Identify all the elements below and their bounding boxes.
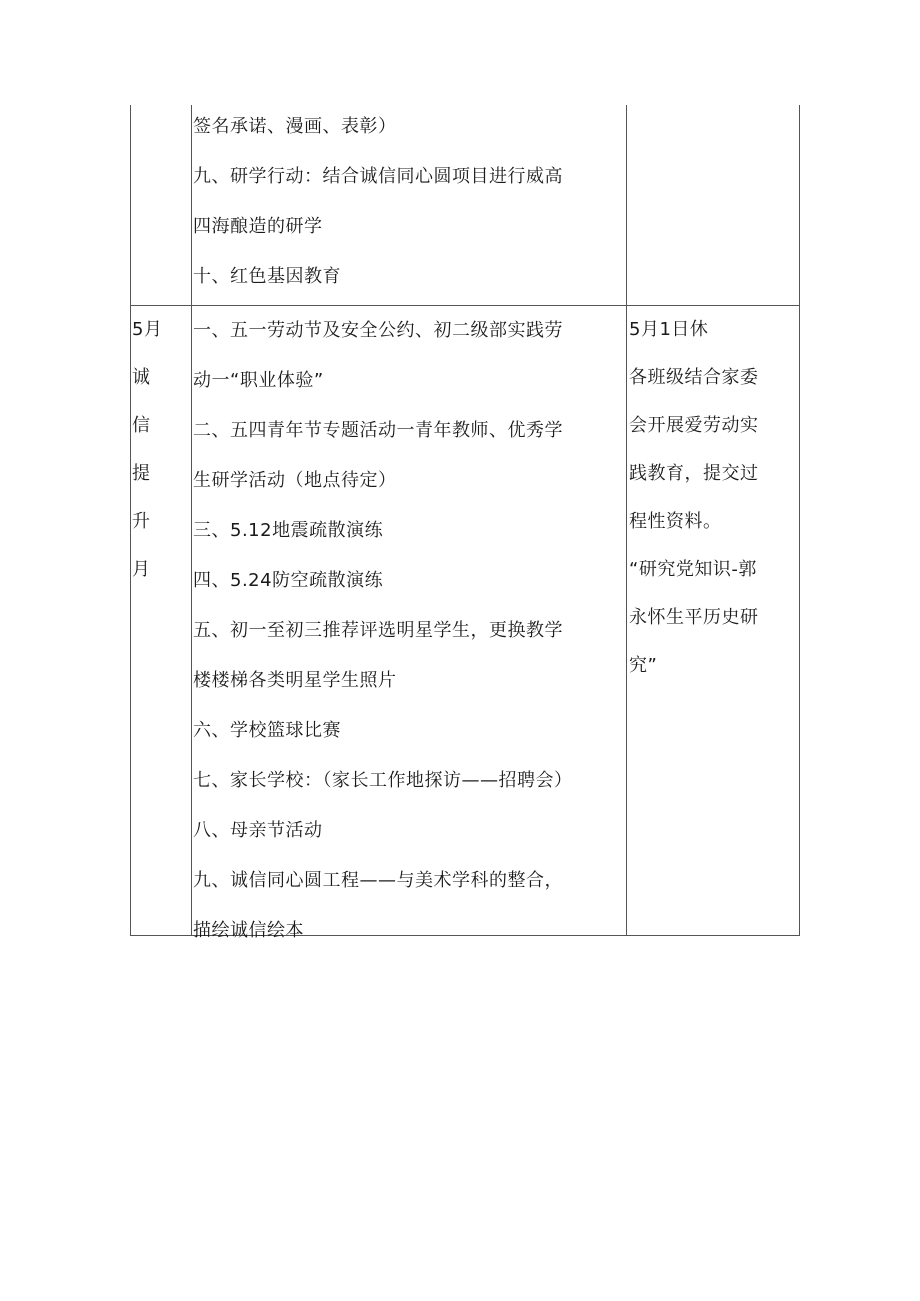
note-line: “研究党知识-郭 (629, 559, 757, 580)
content-line: 三、5.12地震疏散演练 (193, 520, 384, 541)
content-line: 生研学活动（地点待定） (193, 470, 397, 491)
column-divider (626, 305, 627, 935)
note-line: 程性资料。 (629, 511, 722, 532)
content-line: 签名承诺、漫画、表彰） (193, 116, 397, 137)
month-cell (132, 306, 190, 594)
month-label: 5月 (132, 319, 163, 340)
content-line: 五、初一至初三推荐评选明星学生，更换教学 (193, 620, 563, 641)
month-label: 提 (132, 463, 151, 484)
content-line: 四海酿造的研学 (193, 216, 323, 237)
column-divider (191, 105, 192, 305)
content-line: 八、母亲节活动 (193, 820, 323, 841)
note-line: 各班级结合家委 (629, 367, 759, 388)
content-line: 九、研学行动：结合诚信同心圆项目进行威高 (193, 166, 563, 187)
activity-content-cell (193, 102, 623, 302)
content-line: 十、红色基因教育 (193, 266, 341, 287)
month-label: 升 (132, 511, 151, 532)
content-line: 六、学校篮球比赛 (193, 720, 341, 741)
content-line: 七、家长学校：（家长工作地探访——招聘会） (193, 770, 573, 791)
content-line: 九、诚信同心圆工程——与美术学科的整合， (193, 870, 563, 891)
content-line: 动一“职业体验” (193, 370, 324, 391)
note-line: 会开展爱劳动实 (629, 415, 759, 436)
table-row-may (130, 305, 800, 941)
content-line: 楼楼梯各类明星学生照片 (193, 670, 397, 691)
note-line: 究” (629, 655, 658, 676)
note-line: 永怀生平历史研 (629, 607, 759, 628)
month-label: 诚 (132, 367, 151, 388)
note-cell (629, 306, 799, 690)
content-line: 四、5.24防空疏散演练 (193, 570, 384, 591)
content-line: 二、五四青年节专题活动一青年教师、优秀学 (193, 420, 563, 441)
content-line: 描绘诚信绘本 (193, 920, 304, 941)
content-line: 一、五一劳动节及安全公约、初二级部实践劳 (193, 320, 563, 341)
table-row-continued (130, 105, 800, 306)
column-divider (191, 305, 192, 935)
note-line: 践教育，提交过 (629, 463, 759, 484)
column-divider (626, 105, 627, 305)
month-label: 月 (132, 559, 151, 580)
note-line: 5月1日休 (629, 319, 709, 340)
activity-content-cell (193, 306, 623, 956)
month-label: 信 (132, 415, 151, 436)
